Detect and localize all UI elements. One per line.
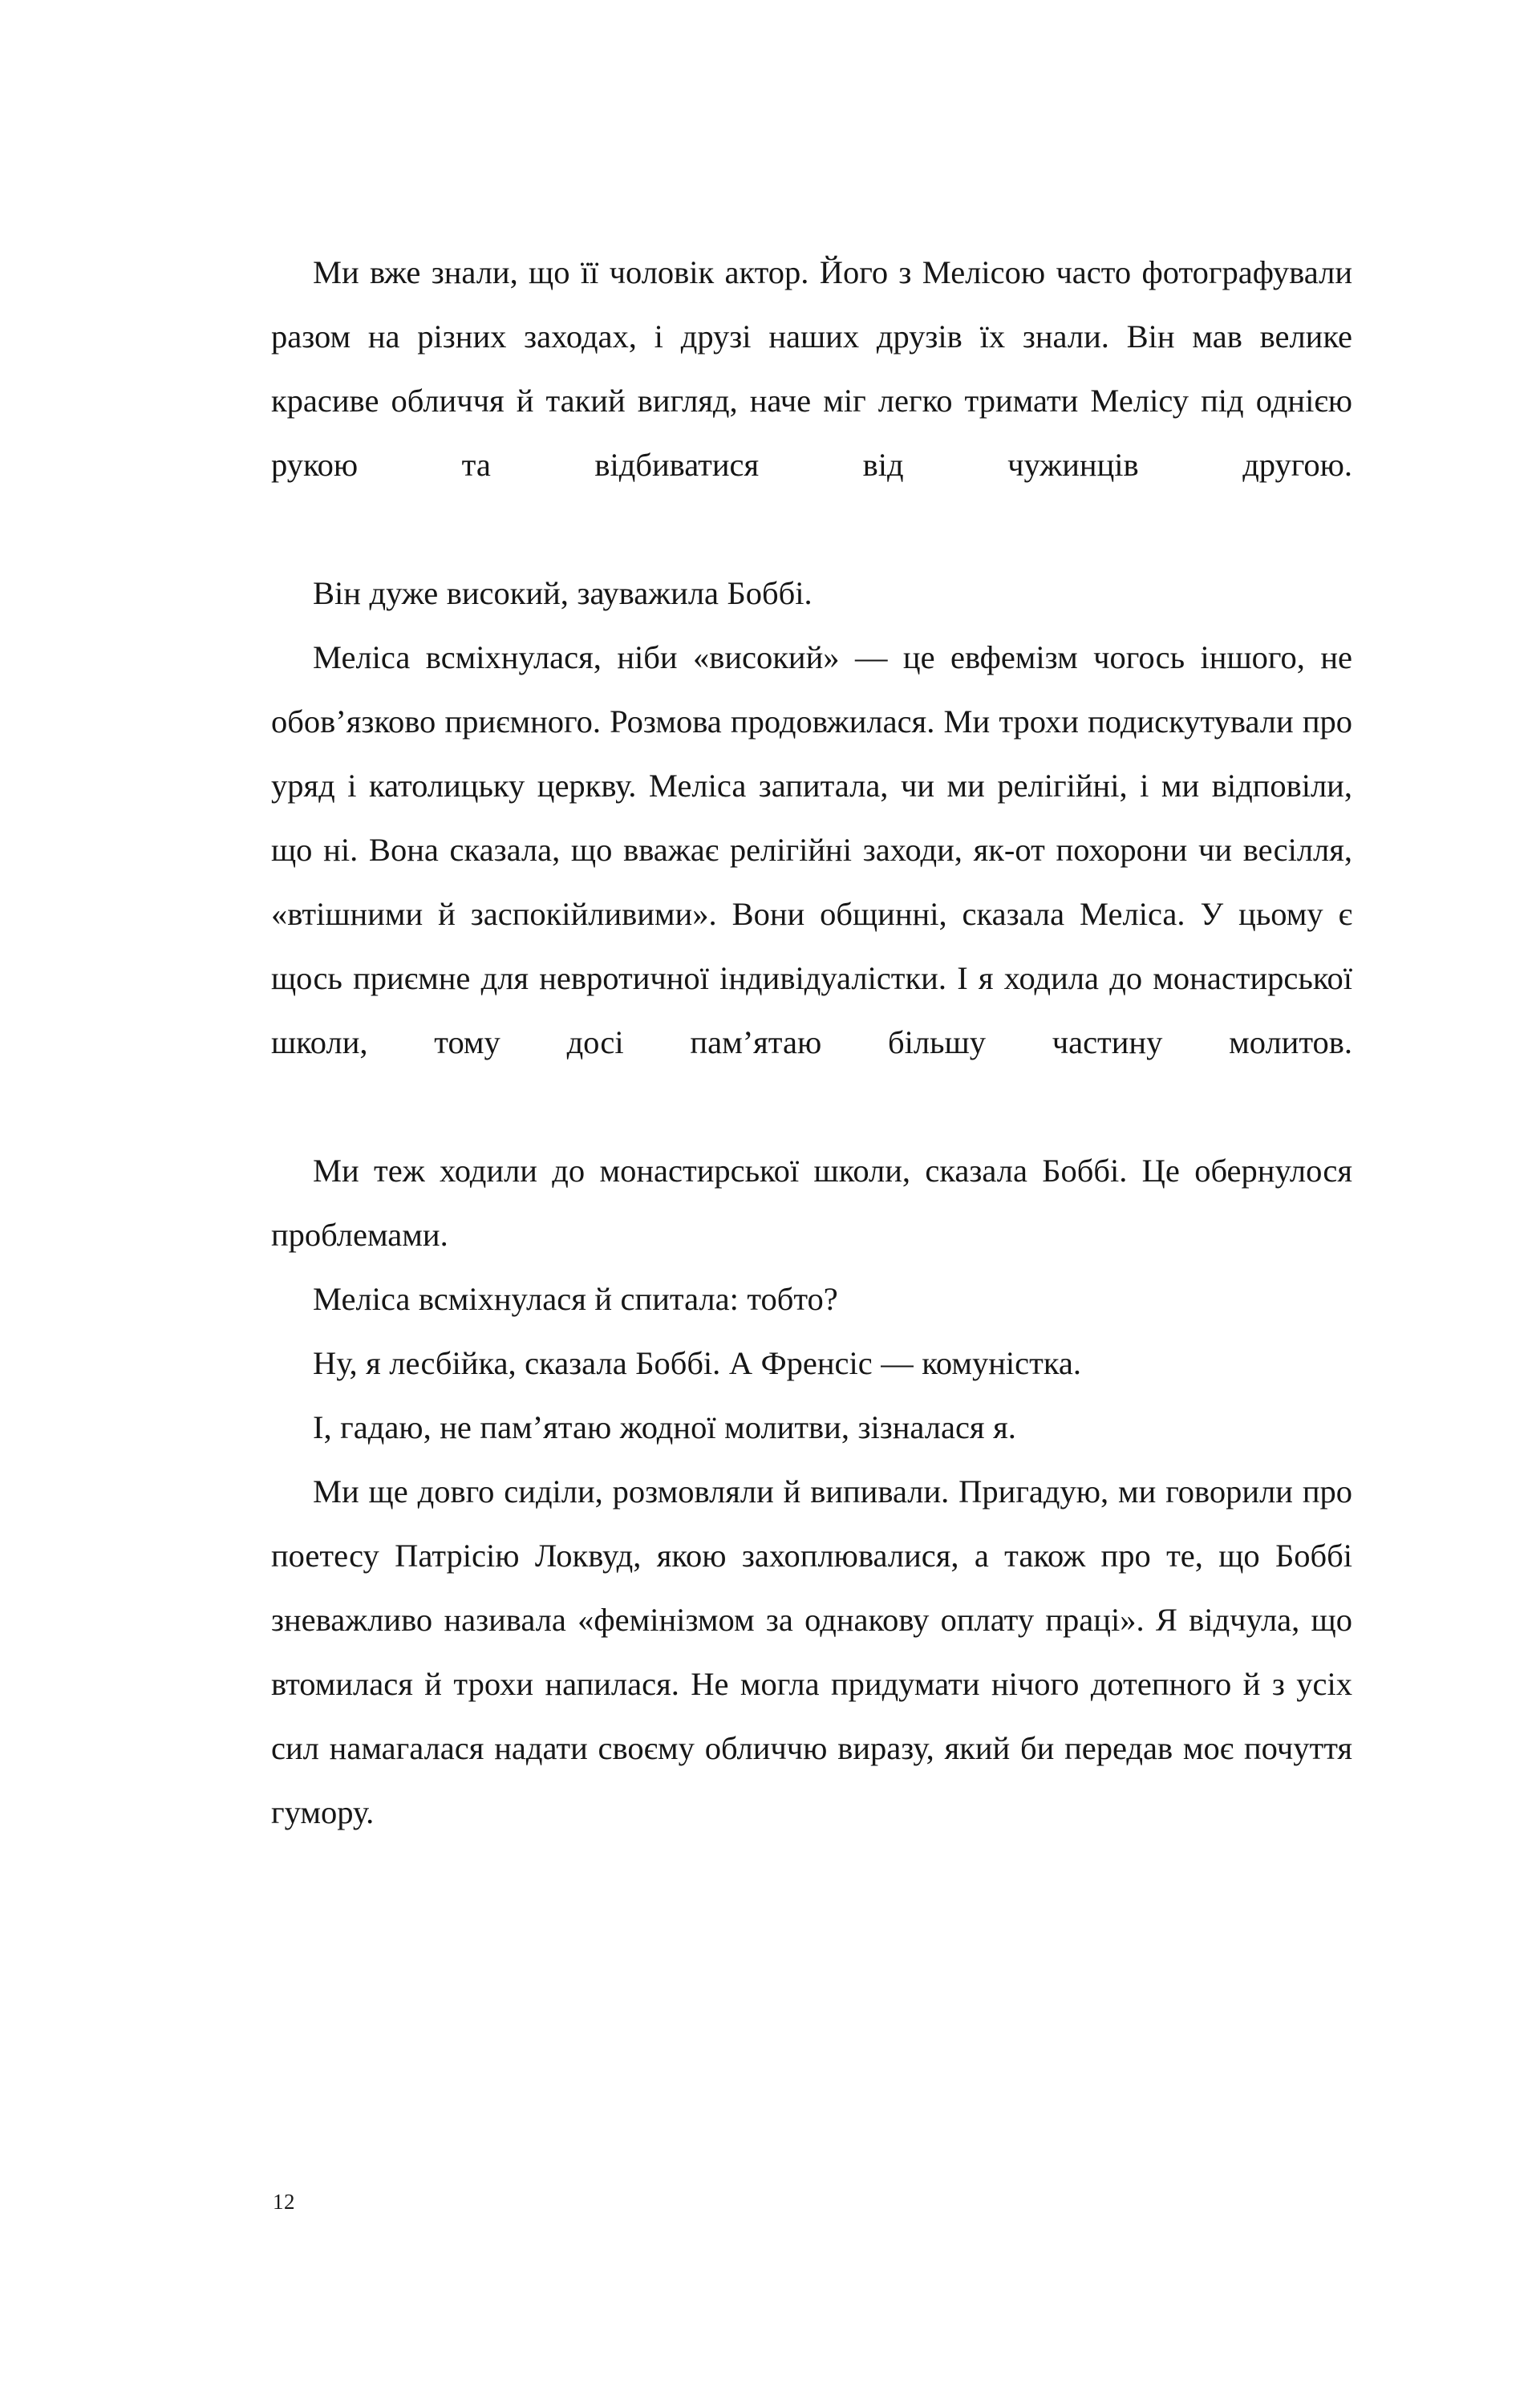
paragraph: Ми ще довго сиділи, розмовляли й випивали. Пригадую, ми говорили про поетесу Патрісію Локвуд, якою захоплювалися, а також про те, що Боббі зневажливо називала «фемінізмом за однакову оплату праці». Я відчула, що втомилася й трохи напилася. Не могла придумати нічого дотепного й з усіх сил намагалася надати своєму обличчю виразу, який би передав моє почуття гумору. (271, 1473, 1352, 1830)
paragraph: Меліса всміхнулася й спитала: тобто? (313, 1281, 838, 1317)
paragraph: Меліса всміхнулася, ніби «високий» — це евфемізм чогось іншого, не обов’язково приємного. Розмова продовжилася. Ми трохи подискутували про уряд і католицьку церкву. Меліса запитала, чи ми релігійні, і ми відповіли, що ні. Вона сказала, що вважає релігійні заходи, як-от похорони чи весілля, «втішними й заспокійливими». Вони общинні, сказала Меліса. У цьому є щось приємне для невротичної індивідуалістки. І я ходила до монастирської школи, тому досі пам’ятаю більшу частину молитов. (271, 639, 1352, 1060)
page-number: 12 (273, 2190, 296, 2214)
paragraph: Ми теж ходили до монастирської школи, сказала Боббі. Це обернулося проблемами. (271, 1153, 1352, 1253)
page-text-body (271, 241, 1352, 1845)
paragraph: Він дуже високий, зауважила Боббі. (313, 575, 813, 611)
paragraph: Ми вже знали, що її чоловік актор. Його з Мелісою часто фотографували разом на різних заходах, і друзі наших друзів їх знали. Він мав велике красиве обличчя й такий вигляд, наче міг легко тримати Мелісу під однією рукою та відбиватися від чужинців другою. (271, 254, 1352, 483)
paragraph: Ну, я лесбійка, сказала Боббі. А Френсіс — комуністка. (313, 1345, 1082, 1381)
paragraph: І, гадаю, не пам’ятаю жодної молитви, зізналася я. (313, 1409, 1016, 1445)
